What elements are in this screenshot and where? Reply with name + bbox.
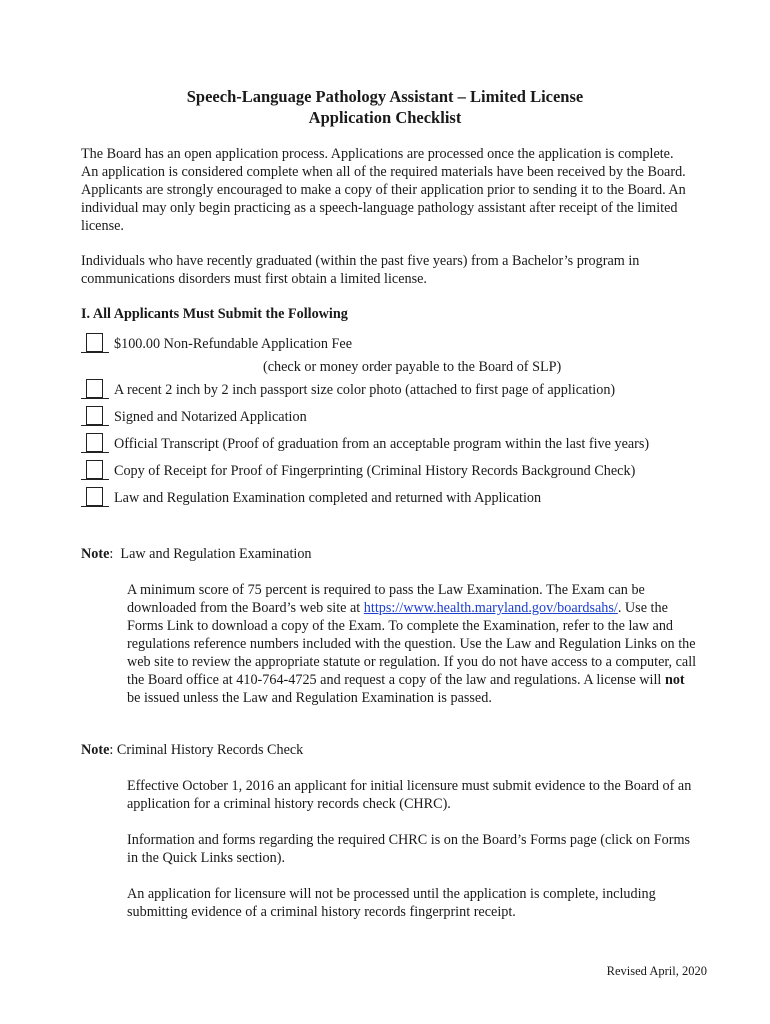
note-colon: : bbox=[109, 546, 114, 562]
note-criminal-history-heading bbox=[81, 741, 303, 759]
checklist-item-application-fee[interactable] bbox=[81, 333, 352, 353]
checklist-item-label: Copy of Receipt for Proof of Fingerprinting (Criminal History Records Background Check) bbox=[114, 463, 636, 479]
law-exam-text: A minimum score of 75 percent is required to pass the Law Examination. The Exam can be downloaded from the Board’s web site at bbox=[127, 582, 645, 616]
checkbox[interactable] bbox=[81, 406, 109, 426]
checklist-item-sublabel: (check or money order payable to the Board of SLP) bbox=[263, 359, 562, 375]
note-colon: : bbox=[109, 742, 114, 758]
checklist-item-label: $100.00 Non-Refundable Application Fee bbox=[114, 336, 352, 352]
chrc-forms-paragraph: Information and forms regarding the required CHRC is on the Board’s Forms page (click on Forms in the Quick Links section). bbox=[127, 832, 691, 866]
law-exam-paragraph bbox=[127, 581, 697, 707]
checklist-item-label: Signed and Notarized Application bbox=[114, 409, 307, 425]
checkbox[interactable] bbox=[81, 433, 109, 453]
chrc-processing-paragraph: An application for licensure will not be processed until the application is complete, including submitting evidence of a criminal history records fingerprint receipt. bbox=[127, 886, 656, 920]
law-exam-text-end: be issued unless the Law and Regulation Examination is passed. bbox=[127, 690, 492, 706]
checkbox[interactable] bbox=[81, 460, 109, 480]
note-title: Criminal History Records Check bbox=[113, 742, 304, 758]
checkbox[interactable] bbox=[81, 487, 109, 507]
emphasis-not: not bbox=[664, 672, 685, 688]
title-line-2: Application Checklist bbox=[308, 108, 462, 127]
checklist-item-notarized-application[interactable] bbox=[81, 406, 307, 426]
intro-paragraph: The Board has an open application process. Applications are processed once the application is complete. An application is considered complete when all of the required materials have been received by the Board. Applicants are strongly encouraged to make a copy of their application prior to sending it to the Board. An individual may only begin practicing as a speech-language pathology assistant after receipt of the limited license. bbox=[81, 146, 686, 234]
revised-date: Revised April, 2020 bbox=[606, 964, 707, 978]
document-title bbox=[0, 86, 770, 128]
title-line-1: Speech-Language Pathology Assistant – Limited License bbox=[186, 87, 584, 106]
checklist-item-law-exam[interactable] bbox=[81, 487, 541, 507]
graduates-paragraph: Individuals who have recently graduated (within the past five years) from a Bachelor’s program in communications disorders must first obtain a limited license. bbox=[81, 253, 640, 287]
checklist-item-label: A recent 2 inch by 2 inch passport size color photo (attached to first page of application) bbox=[114, 382, 616, 398]
checklist-item-transcript[interactable] bbox=[81, 433, 649, 453]
board-website-link[interactable]: https://www.health.maryland.gov/boardsahs/ bbox=[363, 600, 618, 616]
chrc-effective-paragraph: Effective October 1, 2016 an applicant for initial licensure must submit evidence to the Board of an application for a criminal history records check (CHRC). bbox=[127, 778, 692, 812]
note-prefix: Note bbox=[81, 742, 110, 758]
note-law-exam-heading bbox=[81, 545, 312, 563]
checklist-item-label: Law and Regulation Examination completed and returned with Application bbox=[114, 490, 542, 506]
checkbox[interactable] bbox=[81, 333, 109, 353]
checklist-item-label: Official Transcript (Proof of graduation from an acceptable program within the last five years) bbox=[114, 436, 650, 452]
checklist-item-fingerprinting[interactable] bbox=[81, 460, 635, 480]
note-title: Law and Regulation Examination bbox=[113, 546, 312, 562]
law-exam-text-continued: . Use the Forms Link to download a copy of the Exam. To complete the Examination, refer to the law and regulations reference numbers included with the question. Use the Law and Regulation Links on the web site to review the appropriate statute or regulation. If you do not have access to a computer, call the Board office at 410-764-4725 and request a copy of the law and regulations. A license will bbox=[127, 600, 697, 688]
checkbox[interactable] bbox=[81, 379, 109, 399]
note-prefix: Note bbox=[81, 546, 110, 562]
checklist-item-photo[interactable] bbox=[81, 379, 615, 399]
section-heading: I. All Applicants Must Submit the Following bbox=[81, 306, 348, 322]
